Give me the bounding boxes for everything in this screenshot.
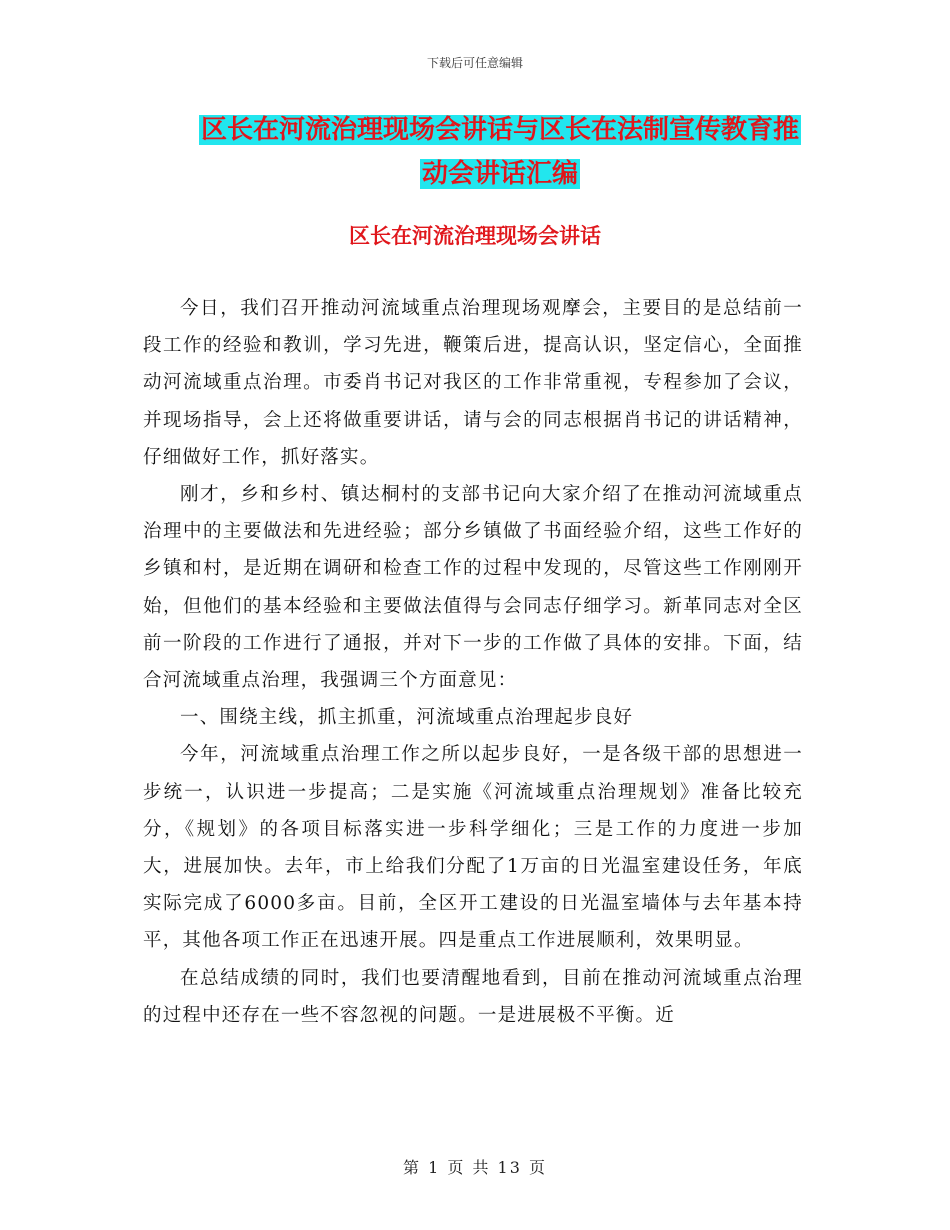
- paragraph: 在总结成绩的同时，我们也要清醒地看到，目前在推动河流域重点治理的过程中还存在一些不容忽视的问题。一是进展极不平衡。近: [143, 967, 803, 1026]
- document-title-line-1: 区长在河流治理现场会讲话与区长在法制宣传教育推: [200, 115, 799, 145]
- paragraph: 刚才，乡和乡村、镇达桐村的支部书记向大家介绍了在推动河流域重点治理中的主要做法和先进经验；部分乡镇做了书面经验介绍，这些工作好的乡镇和村，是近期在调研和检查工作的过程中发现的，尽管这些工作刚刚开始，但他们的基本经验和主要做法值得与会同志仔细学习。新革同志对全区前一阶段的工作进行了通报，并对下一步的工作做了具体的安排。下面，结合河流域重点治理，我强调三个方面意见：: [143, 484, 803, 692]
- section-title: 区长在河流治理现场会讲话: [349, 224, 601, 248]
- document-title: [190, 108, 810, 196]
- header-note: 下载后可任意编辑: [426, 56, 523, 70]
- paragraph: 今年，河流域重点治理工作之所以起步良好，一是各级干部的思想进一步统一，认识进一步提高；二是实施《河流域重点治理规划》准备比较充分，《规划》的各项目标落实进一步科学细化；三是工作的力度进一步加大，进展加快。去年，市上给我们分配了1万亩的日光温室建设任务，年底实际完成了6000多亩。目前，全区开工建设的日光温室墙体与去年基本持平，其他各项工作正在迅速开展。四是重点工作进展顺利，效果明显。: [143, 744, 803, 952]
- page-number: 第 1 页 共 13 页: [403, 1158, 547, 1177]
- paragraph: 今日，我们召开推动河流域重点治理现场观摩会，主要目的是总结前一段工作的经验和教训，学习先进，鞭策后进，提高认识，坚定信心，全面推动河流域重点治理。市委肖书记对我区的工作非常重视，专程参加了会议，并现场指导，会上还将做重要讲话，请与会的同志根据肖书记的讲话精神，仔细做好工作，抓好落实。: [143, 298, 803, 468]
- body-text: [143, 290, 803, 1034]
- section-heading: 一、围绕主线，抓主抓重，河流域重点治理起步良好: [180, 707, 634, 729]
- document-title-line-2: 动会讲话汇编: [421, 159, 578, 189]
